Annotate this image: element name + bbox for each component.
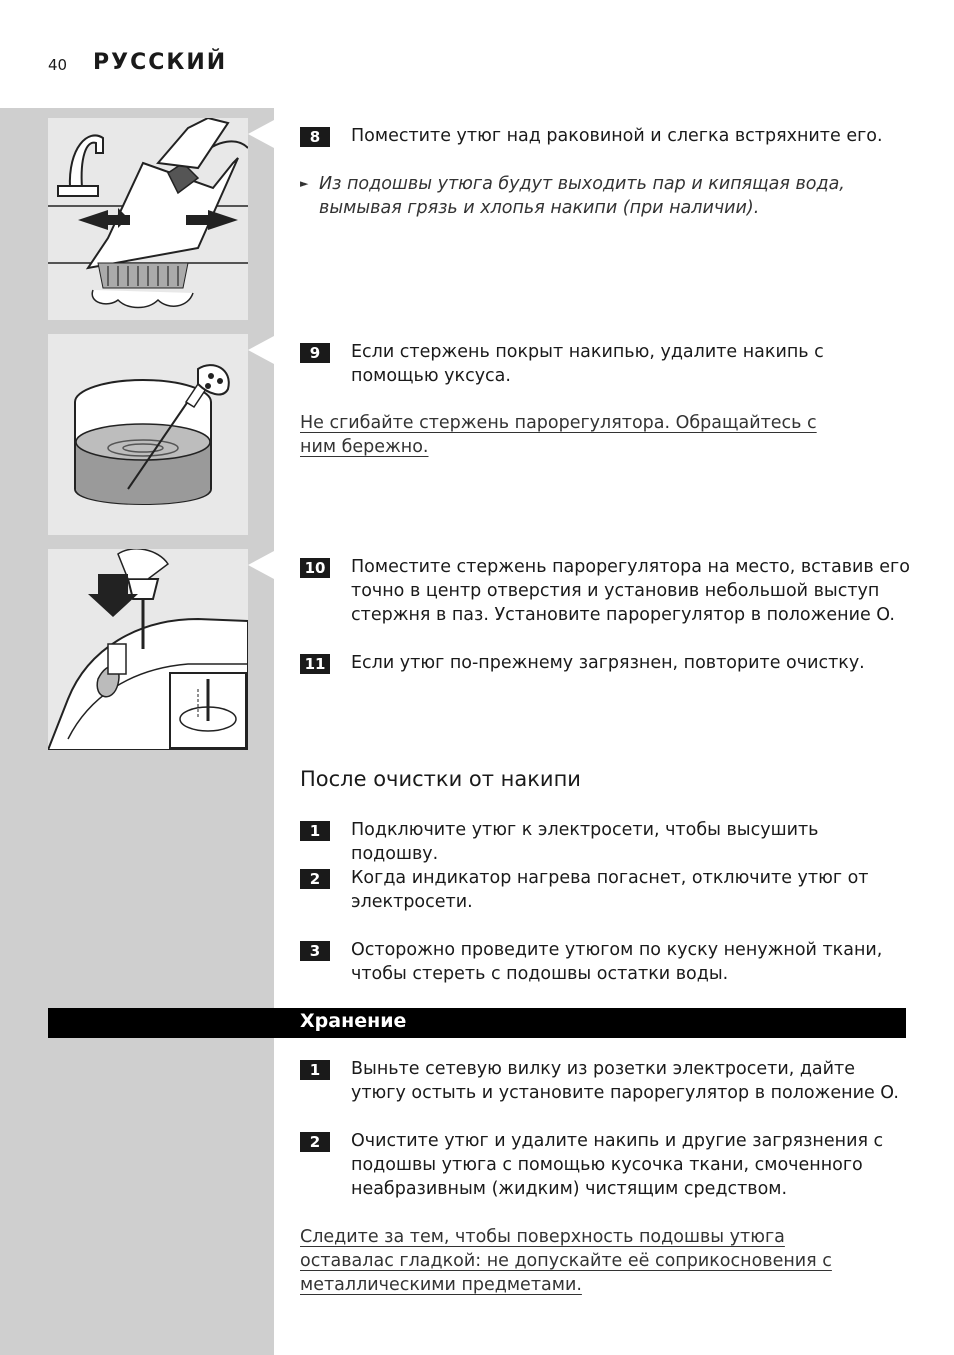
triangle-bullet-icon: ► — [300, 177, 309, 190]
section-title: Хранение — [300, 1010, 407, 1032]
step-text: Когда индикатор нагрева погаснет, отключите утюг от электросети. — [351, 868, 869, 912]
step-number: 1 — [300, 1060, 330, 1080]
iron-over-sink-illustration — [48, 118, 248, 320]
step-text: Поместите утюг над раковиной и слегка встряхните его. — [351, 126, 883, 146]
step-text: Если утюг по-прежнему загрязнен, повторите очистку. — [351, 653, 865, 673]
step-text: Подключите утюг к электросети, чтобы высушить подошву. — [351, 820, 819, 864]
step-text: Очистите утюг и удалите накипь и другие загрязнения с подошвы утюга с помощью кусочка ткани, смоченного неабразивным (жидким) чистящим средством. — [351, 1131, 884, 1199]
caution-note — [300, 411, 840, 459]
step-number: 1 — [300, 821, 330, 841]
after-step-3 — [300, 938, 910, 986]
step-9 — [300, 340, 910, 388]
step-11 — [300, 651, 910, 675]
page-number: 40 — [48, 56, 68, 74]
step-text: Осторожно проведите утюгом по куску ненужной ткани, чтобы стереть с подошвы остатки воды. — [351, 940, 883, 984]
insert-steam-rod-illustration — [48, 549, 248, 750]
figure-pointer — [248, 120, 274, 148]
step-8-result — [300, 172, 910, 220]
language-heading: РУССКИЙ — [93, 50, 228, 75]
step-number: 2 — [300, 869, 330, 889]
step-10 — [300, 555, 910, 627]
after-step-2 — [300, 866, 910, 914]
note-text: Следите за тем, чтобы поверхность подошвы утюга оставалас гладкой: не допускайте её соприкосновения с металлическими предметами. — [300, 1227, 832, 1295]
storage-step-2 — [300, 1129, 910, 1201]
figure-pointer — [248, 336, 274, 364]
step-number: 8 — [300, 127, 330, 147]
step-number: 2 — [300, 1132, 330, 1152]
storage-section-bar — [48, 1008, 906, 1038]
storage-step-1 — [300, 1057, 910, 1105]
result-text: Из подошвы утюга будут выходить пар и кипящая вода, вымывая грязь и хлопья накипи (при наличии). — [319, 174, 845, 218]
step-8 — [300, 124, 910, 148]
step-number: 9 — [300, 343, 330, 363]
steam-rod-in-vinegar-illustration — [48, 334, 248, 535]
step-number: 11 — [300, 654, 330, 674]
storage-note — [300, 1225, 870, 1297]
step-text: Поместите стержень парорегулятора на место, вставив его точно в центр отверстия и установив небольшой выступ стержня в паз. Установите парорегулятор в положение O. — [351, 557, 910, 625]
figure-pointer — [248, 551, 274, 579]
step-number: 10 — [300, 558, 330, 578]
after-step-1 — [300, 818, 910, 866]
step-text: Выньте сетевую вилку из розетки электросети, дайте утюгу остыть и установите парорегулятор в положение O. — [351, 1059, 899, 1103]
step-number: 3 — [300, 941, 330, 961]
note-text: Не сгибайте стержень парорегулятора. Обращайтесь с ним бережно. — [300, 413, 817, 457]
step-text: Если стержень покрыт накипью, удалите накипь с помощью уксуса. — [351, 342, 824, 386]
section-subheading: После очистки от накипи — [300, 767, 581, 791]
